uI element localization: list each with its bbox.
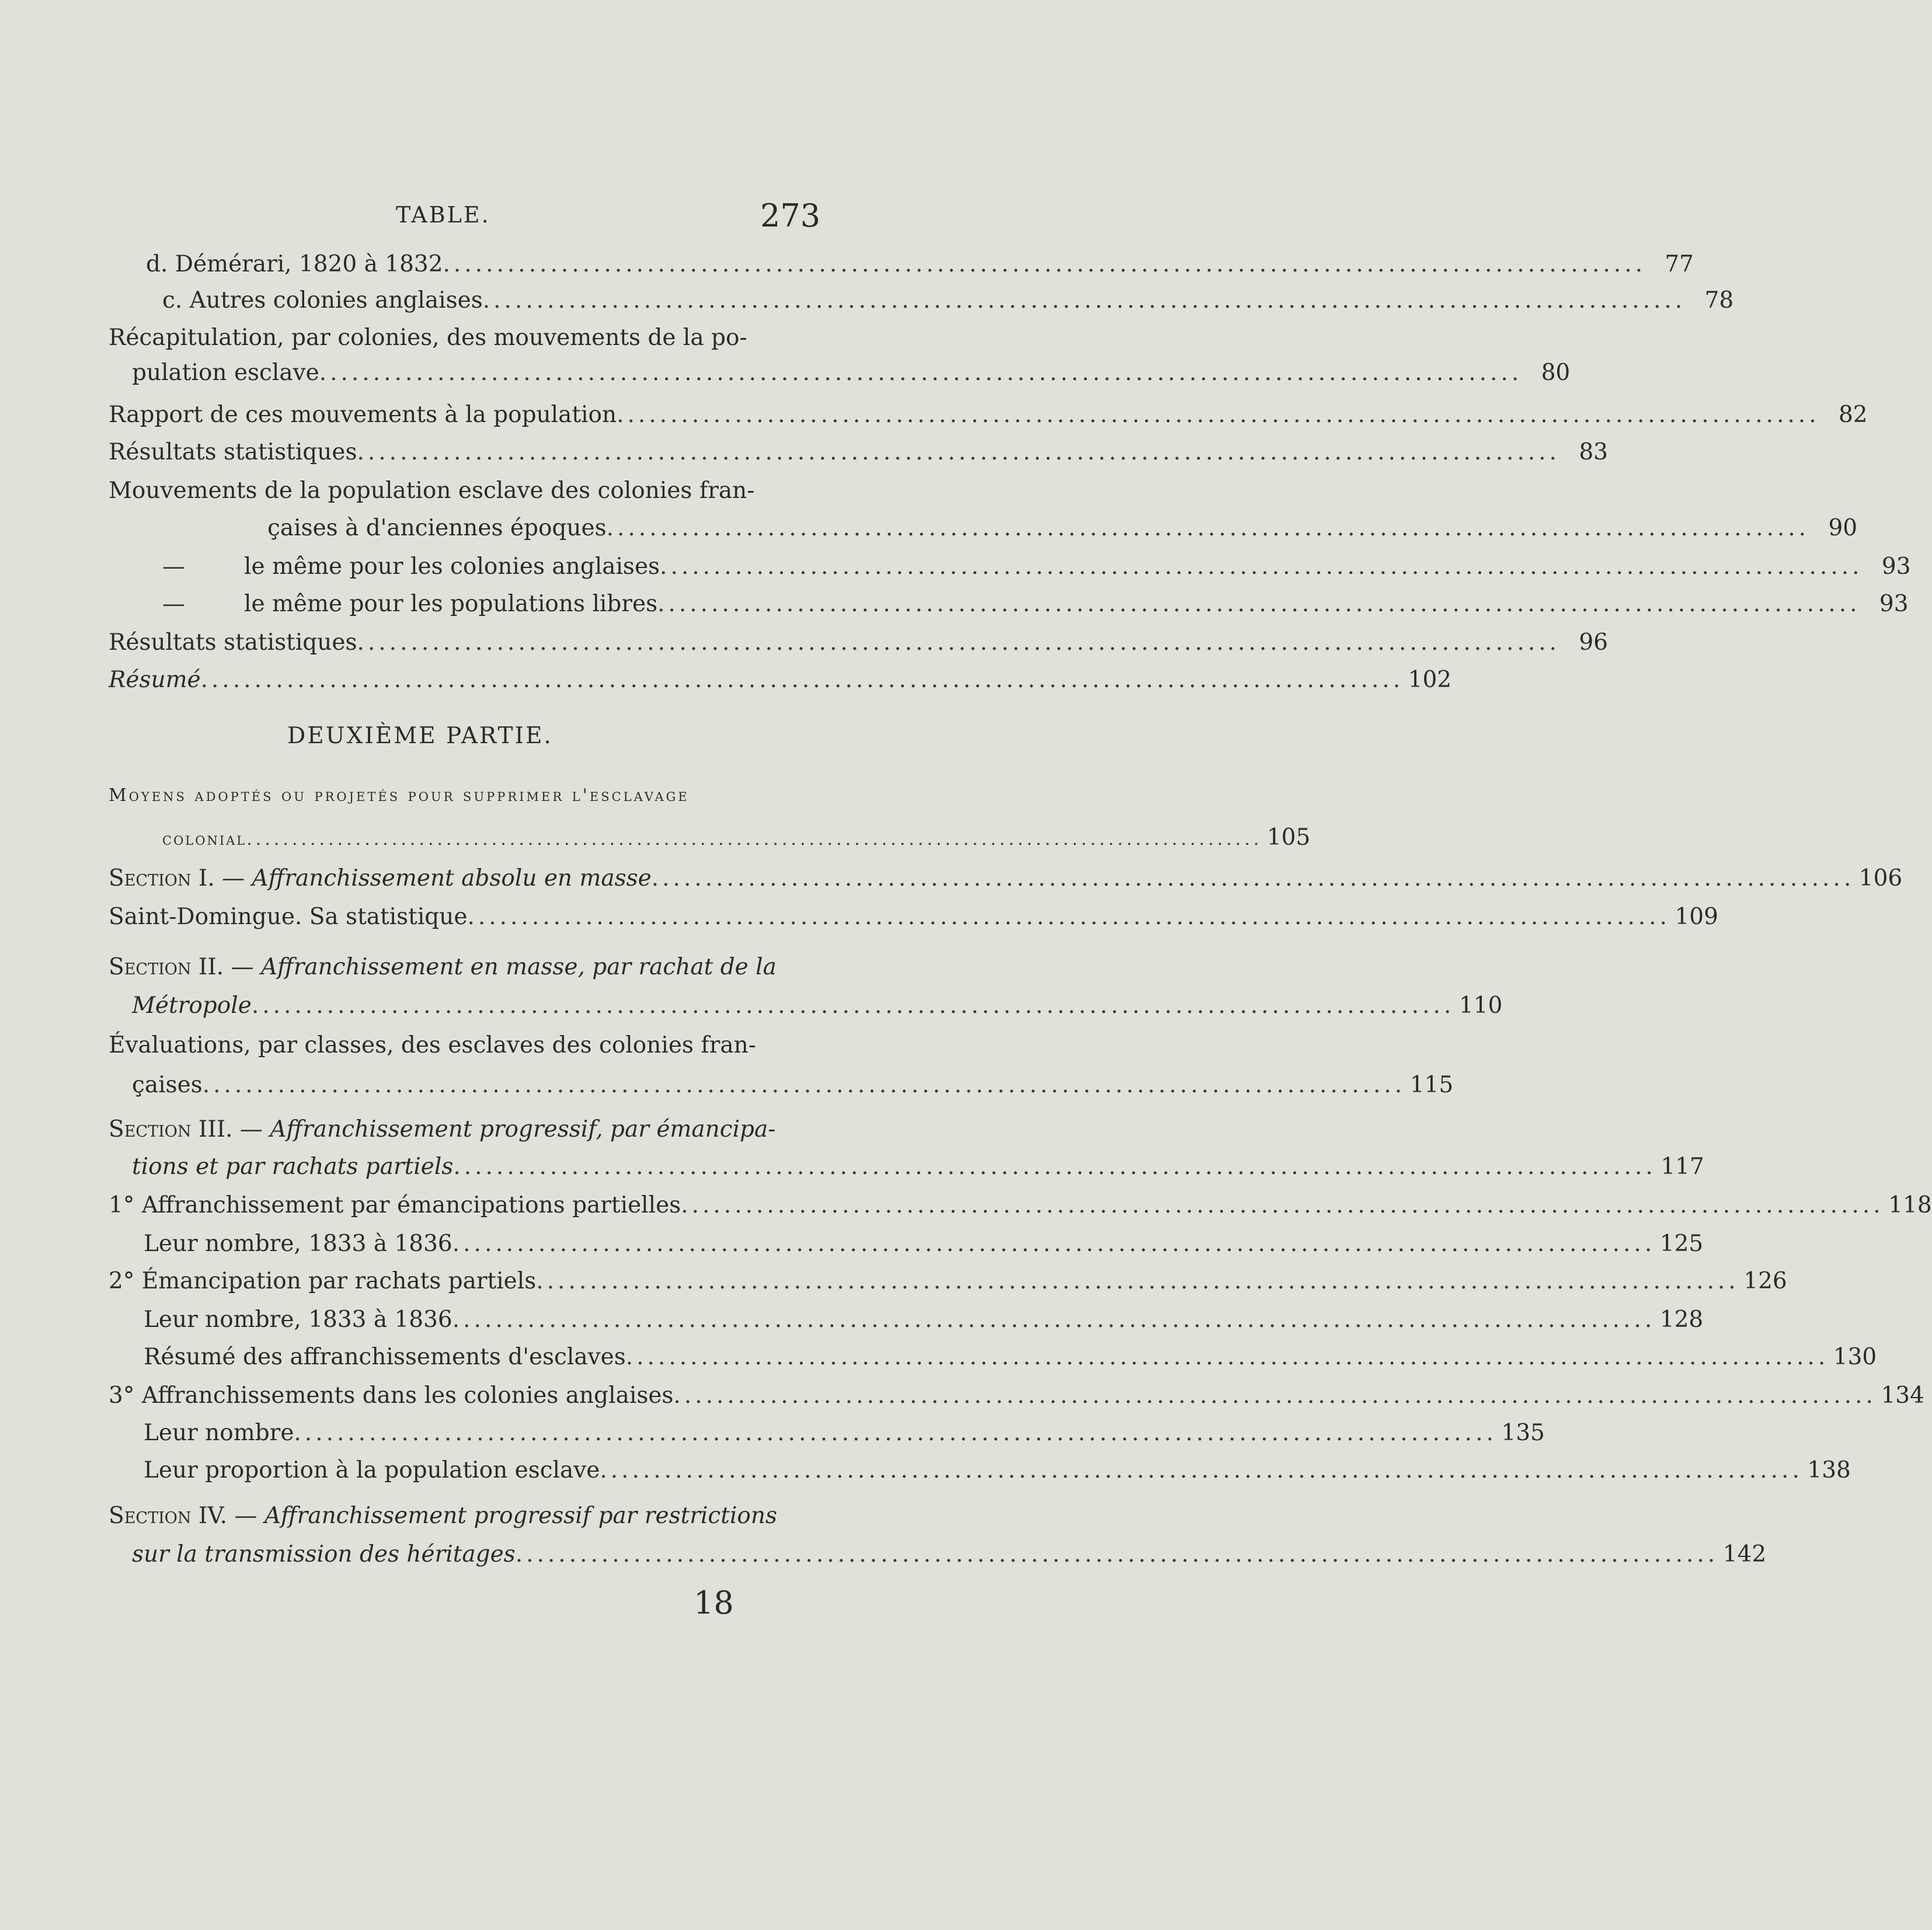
page-number: 273 — [760, 197, 821, 234]
toc-entry-page: 83 — [1579, 439, 1608, 465]
section-title: Affranchissement progressif par restrictions — [264, 1503, 777, 1529]
toc-entry-text: Résultats statistiques — [109, 629, 357, 656]
toc-entry-text: Leur nombre, 1833 à 1836 — [144, 1231, 452, 1257]
toc-entry: çaises à d'anciennes époques ................................................................................................................ 90 — [267, 515, 1858, 541]
toc-entry-text: 1° Affranchissement par émancipations partielles — [109, 1192, 681, 1218]
toc-entry-page: 138 — [1807, 1457, 1851, 1483]
toc-entry-text: c. Autres colonies anglaises — [162, 287, 483, 313]
toc-entry: Leur proportion à la population esclave ................................................................................................................ 138 — [144, 1457, 1851, 1483]
toc-entry: Leur nombre, 1833 à 1836 ................................................................................................................ 128 — [144, 1307, 1704, 1333]
toc-entry-page: 106 — [1858, 865, 1903, 891]
toc-entry: Leur nombre, 1833 à 1836 ................................................................................................................ 125 — [144, 1231, 1704, 1257]
part-heading: Moyens adoptés ou projetés pour supprimer l'esclavage — [109, 785, 690, 806]
toc-entry-page: 115 — [1409, 1072, 1454, 1098]
toc-entry-page: 142 — [1722, 1541, 1767, 1567]
toc-entry-text: Résultats statistiques — [109, 439, 357, 465]
toc-entry: Résumé ................................................................................................................ 102 — [109, 667, 1452, 693]
toc-entry-text: Résumé — [109, 667, 201, 693]
page-header — [0, 197, 1102, 238]
toc-entry-page: 105 — [1266, 824, 1311, 851]
section-label: Section II. — — [109, 954, 254, 980]
section-label: Section I. — — [109, 865, 245, 891]
toc-entry-page: 82 — [1838, 402, 1868, 428]
toc-entry: 3° Affranchissements dans les colonies anglaises ................................................................................................................ 134 — [109, 1382, 1924, 1409]
toc-entry-page: 102 — [1408, 667, 1452, 693]
toc-entry-page: 125 — [1659, 1231, 1704, 1257]
toc-entry: c. Autres colonies anglaises ................................................................................................................ 78 — [162, 287, 1734, 313]
toc-entry-text: pulation esclave — [132, 360, 319, 386]
toc-entry-text: colonial — [162, 829, 247, 849]
toc-entry: Métropole ................................................................................................................ 110 — [132, 992, 1503, 1019]
toc-entry-page: 117 — [1661, 1154, 1704, 1180]
toc-entry-page: 77 — [1665, 251, 1694, 277]
toc-entry-page: 80 — [1541, 360, 1571, 386]
toc-entry-page: 93 — [1881, 553, 1911, 580]
toc-entry: çaises ................................................................................................................ 115 — [132, 1072, 1454, 1098]
toc-entry-page: 96 — [1579, 629, 1608, 656]
toc-entry: sur la transmission des héritages ................................................................................................................ 142 — [132, 1541, 1767, 1567]
toc-entry-text: Rapport de ces mouvements à la population — [109, 402, 617, 428]
toc-entry-text: çaises — [132, 1072, 203, 1098]
toc-entry-page: 135 — [1501, 1420, 1545, 1446]
toc-entry: d. Démérari, 1820 à 1832 ................................................................................................................ 77 — [146, 251, 1694, 277]
toc-entry: Saint-Domingue. Sa statistique ................................................................................................................ 109 — [109, 904, 1718, 930]
toc-entry-text: Résumé des affranchissements d'esclaves — [144, 1344, 626, 1370]
toc-entry-text: Leur proportion à la population esclave — [144, 1457, 600, 1483]
section-title: Affranchissement en masse, par rachat de la — [260, 954, 777, 980]
toc-entry-page: 109 — [1675, 904, 1718, 930]
running-title: TABLE. — [396, 202, 490, 228]
toc-entry: Résultats statistiques ................................................................................................................ 83 — [109, 439, 1608, 465]
toc-entry: pulation esclave ................................................................................................................ 80 — [132, 360, 1571, 386]
toc-entry: Résumé des affranchissements d'esclaves ................................................................................................................ 130 — [144, 1344, 1877, 1370]
toc-entry: Résultats statistiques ................................................................................................................ 96 — [109, 629, 1608, 656]
part-title: DEUXIÈME PARTIE. — [287, 723, 553, 749]
toc-entry: Rapport de ces mouvements à la population ................................................................................................................ 82 — [109, 402, 1868, 428]
toc-entry-page: 128 — [1659, 1307, 1704, 1333]
toc-entry: colonial ................................................................................................................ 105 — [162, 824, 1311, 851]
toc-entry-text: tions et par rachats partiels — [132, 1154, 454, 1180]
toc-entry-text: sur la transmission des héritages — [132, 1541, 516, 1567]
toc-entry: — le même pour les populations libres ................................................................................................................ 93 — [162, 591, 1909, 617]
toc-entry-page: 126 — [1743, 1268, 1787, 1294]
toc-entry: — le même pour les colonies anglaises ................................................................................................................ 93 — [162, 553, 1911, 580]
toc-entry-text: Saint-Domingue. Sa statistique — [109, 904, 468, 930]
toc-entry: Section I. — Affranchissement absolu en masse ................................................................................................................ 106 — [109, 865, 1903, 891]
ditto-dash: — — [162, 553, 185, 580]
ditto-dash: — — [162, 591, 185, 617]
toc-entry-text: le même pour les colonies anglaises — [244, 553, 660, 580]
toc-entry-text: le même pour les populations libres — [244, 591, 658, 617]
toc-entry-page: 130 — [1833, 1344, 1877, 1370]
toc-entry: 1° Affranchissement par émancipations partielles ................................................................................................................ 118 — [109, 1192, 1932, 1218]
toc-entry-text: Mouvements de la population esclave des colonies fran- — [109, 478, 755, 504]
section-title: Affranchissement progressif, par émancipa- — [270, 1116, 776, 1142]
toc-entry-page: 110 — [1458, 992, 1503, 1019]
toc-entry-text: çaises à d'anciennes époques — [267, 515, 607, 541]
toc-entry-text: 2° Émancipation par rachats partiels — [109, 1268, 537, 1294]
toc-entry-page: 118 — [1888, 1192, 1932, 1218]
toc-entry: tions et par rachats partiels ................................................................................................................ 117 — [132, 1154, 1704, 1180]
section-label: Section III. — — [109, 1116, 263, 1142]
toc-entry-page: 134 — [1881, 1382, 1924, 1409]
toc-entry-text: Leur nombre — [144, 1420, 294, 1446]
section-label: Section IV. — — [109, 1503, 257, 1529]
toc-entry-text: Récapitulation, par colonies, des mouvements de la po- — [109, 325, 747, 351]
toc-entry-page: 90 — [1828, 515, 1858, 541]
signature-mark: 18 — [694, 1584, 734, 1621]
toc-entry-text: d. Démérari, 1820 à 1832 — [146, 251, 443, 277]
toc-entry-text: Évaluations, par classes, des esclaves des colonies fran- — [109, 1032, 756, 1058]
toc-entry: 2° Émancipation par rachats partiels ................................................................................................................ 126 — [109, 1268, 1787, 1294]
toc-entry-text: 3° Affranchissements dans les colonies anglaises — [109, 1382, 674, 1409]
toc-entry-page: 78 — [1704, 287, 1734, 313]
toc-entry-text: Leur nombre, 1833 à 1836 — [144, 1307, 452, 1333]
toc-entry: Leur nombre ................................................................................................................ 135 — [144, 1420, 1545, 1446]
toc-entry-page: 93 — [1879, 591, 1909, 617]
section-title: Affranchissement absolu en masse — [252, 865, 652, 891]
toc-entry-text: Métropole — [132, 992, 252, 1019]
